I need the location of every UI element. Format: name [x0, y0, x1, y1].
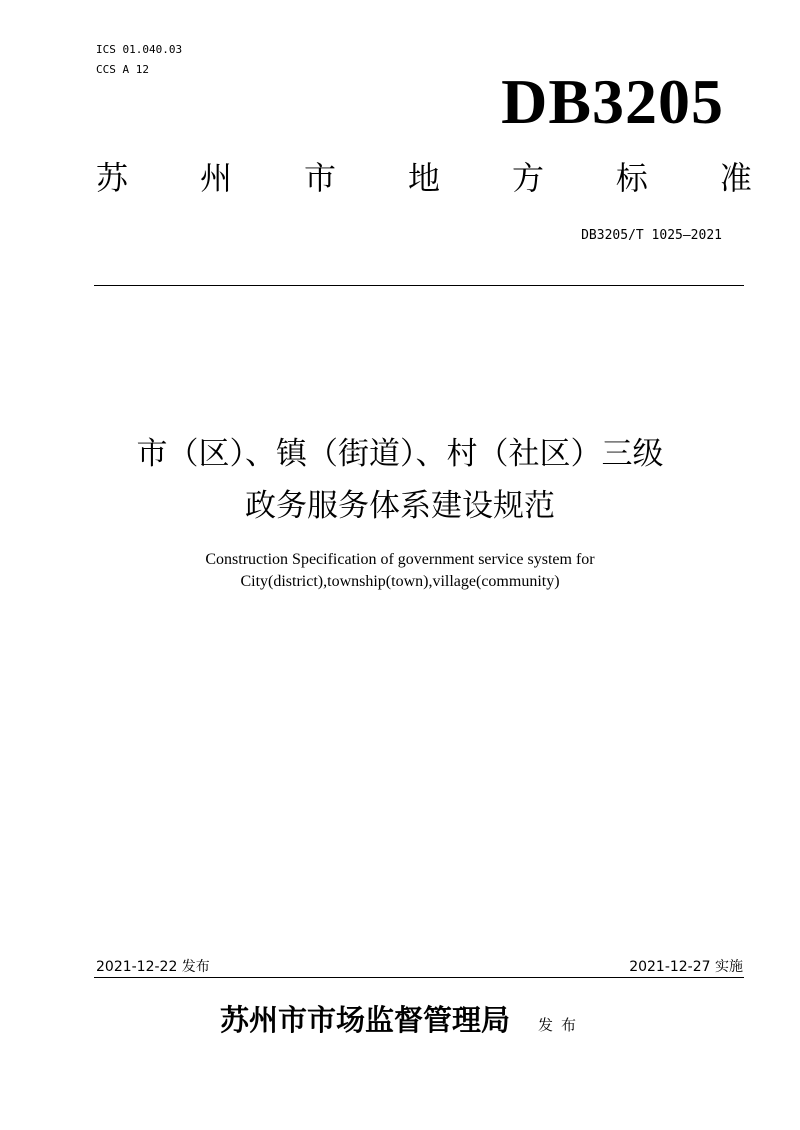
standard-type-char: 方 [511, 159, 544, 197]
issuer-name: 苏州市市场监督管理局 [220, 1003, 511, 1037]
standard-type-char: 苏 [96, 159, 129, 197]
standard-type-char: 市 [303, 159, 336, 197]
document-title-english [60, 549, 740, 593]
title-zh-line: 政务服务体系建设规范 [245, 488, 555, 524]
title-en-line: City(district),township(town),village(community) [240, 573, 560, 590]
standard-code: DB3205 [501, 66, 724, 137]
footer-divider [94, 977, 744, 978]
header-divider [94, 285, 744, 286]
issuing-authority [220, 1000, 584, 1040]
standard-type-heading [96, 152, 752, 200]
standard-type-char: 地 [407, 159, 440, 197]
publish-date: 2021-12-22 发布 [96, 959, 210, 975]
issue-action: 发布 [538, 1016, 585, 1034]
title-en-line: Construction Specification of government service system for [205, 551, 595, 568]
classification-codes [96, 40, 182, 80]
ics-code: ICS 01.040.03 [96, 43, 183, 56]
standard-number: DB3205/T 1025—2021 [581, 228, 722, 243]
implement-date: 2021-12-27 实施 [629, 959, 743, 975]
title-zh-line: 市（区）、镇（街道）、村（社区）三级 [136, 436, 664, 472]
standard-type-char: 标 [615, 159, 648, 197]
standard-type-char: 州 [199, 159, 232, 197]
standard-type-char: 准 [719, 159, 752, 197]
ccs-code: CCS A 12 [96, 63, 149, 76]
document-title-chinese [60, 428, 740, 532]
